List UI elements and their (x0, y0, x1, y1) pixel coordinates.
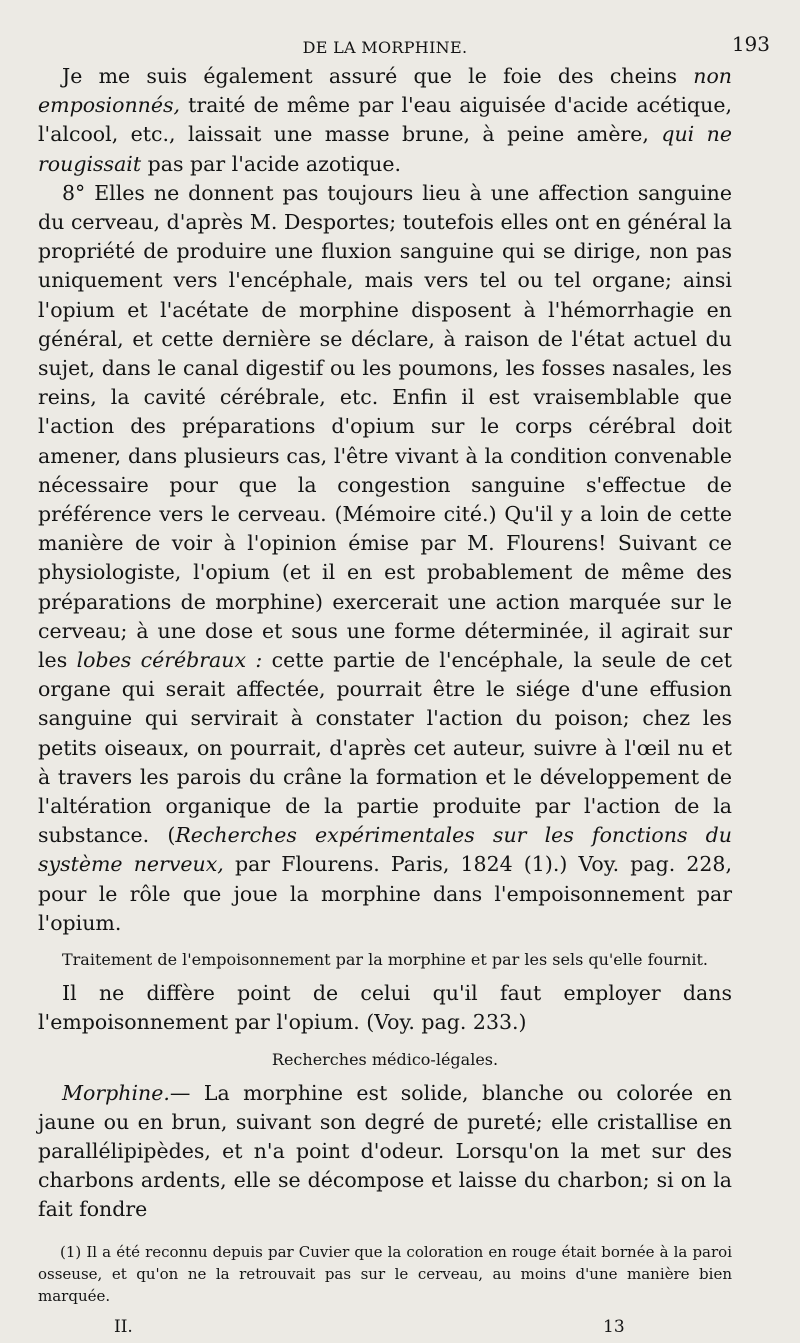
paragraph-treatment: Il ne diffère point de celui qu'il faut employer dans l'empoisonnement par l'opium. (Voy. pag. 233.) (38, 981, 732, 1035)
section-heading-medico-legal: Recherches médico-légales. (271, 1049, 499, 1069)
italic-run: Recherches expérimentales sur les fonctions du système nerveux, (38, 823, 732, 877)
signature-number: 13 (603, 1316, 625, 1337)
running-head: DE LA MORPHINE. (302, 38, 468, 57)
italic-run: lobes cérébraux : (76, 648, 263, 673)
italic-run: non emposionnés, (38, 64, 732, 118)
paragraph-liver (38, 62, 732, 179)
footnote: (1) Il a été reconnu depuis par Cuvier que la coloration en rouge était bornée à la paroi osseuse, et qu'on ne la retrouvait pas sur le cerveau, au moins d'une manière bien marquée. (38, 1242, 732, 1305)
text-run: cette partie de l'encéphale, la seule de cet organe qui serait affectée, pourrait être le siége d'une effusion sanguine qui servirait à constater l'action du poison; chez les petits oiseaux, on pourrait, d'après cet auteur, suivre à l'œil nu et à travers les parois du crâne la formation et le développement de l'altération organique de la partie produite par l'action de la substance. ( (38, 648, 732, 848)
text-run: — La morphine est solide, blanche ou colorée en jaune ou en brun, suivant son degré de pureté; elle cristallise en parallélipipèdes, et n'a point d'odeur. Lorsqu'on la met sur des charbons ardents, elle se décompose et laisse du charbon; si on la fait fondre (38, 1080, 732, 1222)
paragraph-morphine (38, 1079, 732, 1225)
signature-mark: II. (114, 1316, 133, 1337)
section-heading-treatment: Traitement de l'empoisonnement par la morphine et par les sels qu'elle fournit. (61, 950, 709, 970)
text-run: traité de même par l'eau aiguisée d'acide acétique, l'alcool, etc., laissait une masse brune, à peine amère, (38, 93, 732, 147)
text-run: Je me suis également assuré que le foie des cheins (62, 64, 694, 88)
page-footer (38, 1317, 732, 1343)
italic-run: Morphine. (62, 1080, 170, 1105)
text-run: pas par l'acide azotique. (141, 151, 402, 176)
italic-run: qui ne rougissait (38, 122, 732, 176)
page-number: 193 (731, 32, 770, 56)
body-text (38, 62, 732, 1225)
text-run: par Flourens. Paris, 1824 (1).) Voy. pag. 228, pour le rôle que joue la morphine dans l'empoisonnement par l'opium. (38, 852, 732, 935)
paragraph-point-8 (38, 179, 732, 938)
page-header (38, 30, 770, 62)
text-run: 8° Elles ne donnent pas toujours lieu à une affection sanguine du cerveau, d'après M. Desportes; toutefois elles ont en général la propriété de produire une fluxion sanguine qui se dirige, non pas uniquement vers l'encéphale, mais vers tel ou tel organe; ainsi l'opium et l'acétate de morphine disposent à l'hémorrhagie en général, et cette dernière se déclare, à raison de l'état actuel du sujet, dans le canal digestif ou les poumons, les fosses nasales, les reins, la cavité cérébrale, etc. Enfin il est vraisemblable que l'action des préparations d'opium sur le corps cérébral doit amener, dans plusieurs cas, l'être vivant à la condition convenable nécessaire pour que la congestion sanguine s'effectue de préférence vers le cerveau. (Mémoire cité.) Qu'il y a loin de cette manière de voir à l'opinion émise par M. Flourens! Suivant ce physiologiste, l'opium (et il en est probablement de même des préparations de morphine) exercerait une action marquée sur le cerveau; à une dose et sous une forme déterminée, il agirait sur les (38, 180, 732, 673)
